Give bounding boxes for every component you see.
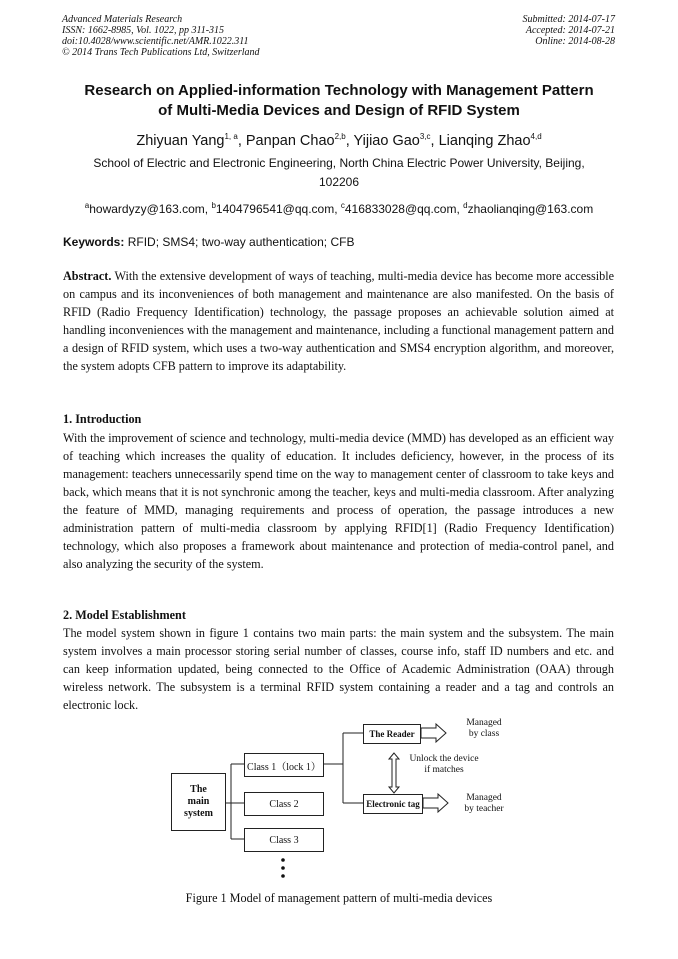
submitted-date: Submitted: 2014-07-17 (522, 14, 615, 25)
journal-header (62, 14, 260, 58)
abstract-text: With the extensive development of ways of teaching, multi-media device has become more accessible on campus and its inconveniences of both management and maintenance are also manifested. On the basis of RFID (Radio Frequency Identification) technology, the passage proposes an achievable solution aimed at handling inconveniences with the management and maintenance, including a functional management pattern and a design of RFID system, which uses a two-way authentication and SMS4 encryption algorithm, and moreover, the system adopts CFB pattern to improve its adaptability. (63, 269, 614, 373)
journal-name: Advanced Materials Research (62, 14, 183, 25)
class1-box: Class 1（lock 1） (244, 753, 324, 777)
copyright: © 2014 Trans Tech Publications Ltd, Switzerland (62, 47, 260, 58)
unlock-note: Unlock the device if matches (409, 754, 479, 775)
doi: doi:10.4028/www.scientific.net/AMR.1022.311 (62, 36, 249, 47)
author: Lianqing Zhao (438, 132, 531, 149)
email: howardyzy@163.com (89, 202, 205, 216)
section-body: With the improvement of science and technology, multi-media device (MMD) has developed as an efficient way of teaching which increases the quality of education. It includes deficiency, however, in the process of its management: teachers unnecessarily spend time on the way to management center of classroom to take keys and back, which means that it is not synchronic among the teacher, keys and multi-media classroom. After analyzing the feature of MMD, managing requirements and process of operation, the passage introduces a new administration pattern of multi-media classroom by applying RFID[1] (Radio Frequency Identification) technology, which also proposes a framework about maintenance and protection of media-control panel, and also analyzing the security of the system. (63, 431, 614, 571)
author: Zhiyuan Yang (136, 132, 225, 149)
figure-caption: Figure 1 Model of management pattern of multi-media devices (185, 891, 493, 905)
accepted-date: Accepted: 2014-07-21 (525, 25, 615, 36)
class3-box: Class 3 (244, 828, 324, 852)
keywords-text: RFID; SMS4; two-way authentication; CFB (127, 235, 355, 249)
abstract (63, 267, 614, 375)
author: Panpan Chao (245, 132, 335, 149)
managed-by-teacher-note: Managed by teacher (464, 793, 504, 814)
abstract-label: Abstract. (63, 269, 112, 283)
email: 1404796541@qq.com (215, 202, 335, 216)
main-system-box: The main system (171, 773, 226, 831)
affiliation: School of Electric and Electronic Engineering, North China Electric Power University, Beijing, 102206 (93, 156, 585, 189)
email: zhaolianqing@163.com (467, 202, 594, 216)
section-body: The model system shown in figure 1 contains two main parts: the main system and the subsystem. The main system involves a main processor storing serial number of classes, course info, staff ID numbers and etc. and can keep information updated, being connected to the Office of Academic Administration (OAA) through wireless network. The subsystem is a terminal RFID system containing a reader and a tag and controls an electronic lock. (63, 626, 614, 712)
keywords-label: Keywords: (63, 235, 125, 249)
email: 416833028@qq.com (344, 202, 457, 216)
reader-box: The Reader (363, 724, 421, 744)
paper-title: Research on Applied-information Technology with Management Pattern of Multi-Media Devices and Design of RFID System (84, 82, 594, 119)
class2-box: Class 2 (244, 792, 324, 816)
dates-header (523, 14, 616, 47)
section-heading: 2. Model Establishment (63, 608, 186, 622)
section-heading: 1. Introduction (63, 412, 142, 426)
online-date: Online: 2014-08-28 (535, 36, 615, 47)
electronic-tag-box: Electronic tag (363, 794, 423, 814)
author-list: Zhiyuan Yang$^{1, a}$, Panpan Chao$^{2,b}$, Yijiao Gao$^{3,c}$, Lianqing Zhao$^{4,d}$ (136, 132, 542, 149)
managed-by-class-note: Managed by class (466, 718, 502, 739)
issn: ISSN: 1662-8985, Vol. 1022, pp 311-315 (62, 25, 225, 36)
author: Yijiao Gao (353, 132, 420, 149)
figure-diagram (168, 713, 518, 885)
email-list: $^a$howardyzy@163.com, $^b$1404796541@qq.com, $^c$416833028@qq.com, $^d$zhaolianqing@163.com (84, 201, 594, 216)
keywords (63, 235, 354, 249)
